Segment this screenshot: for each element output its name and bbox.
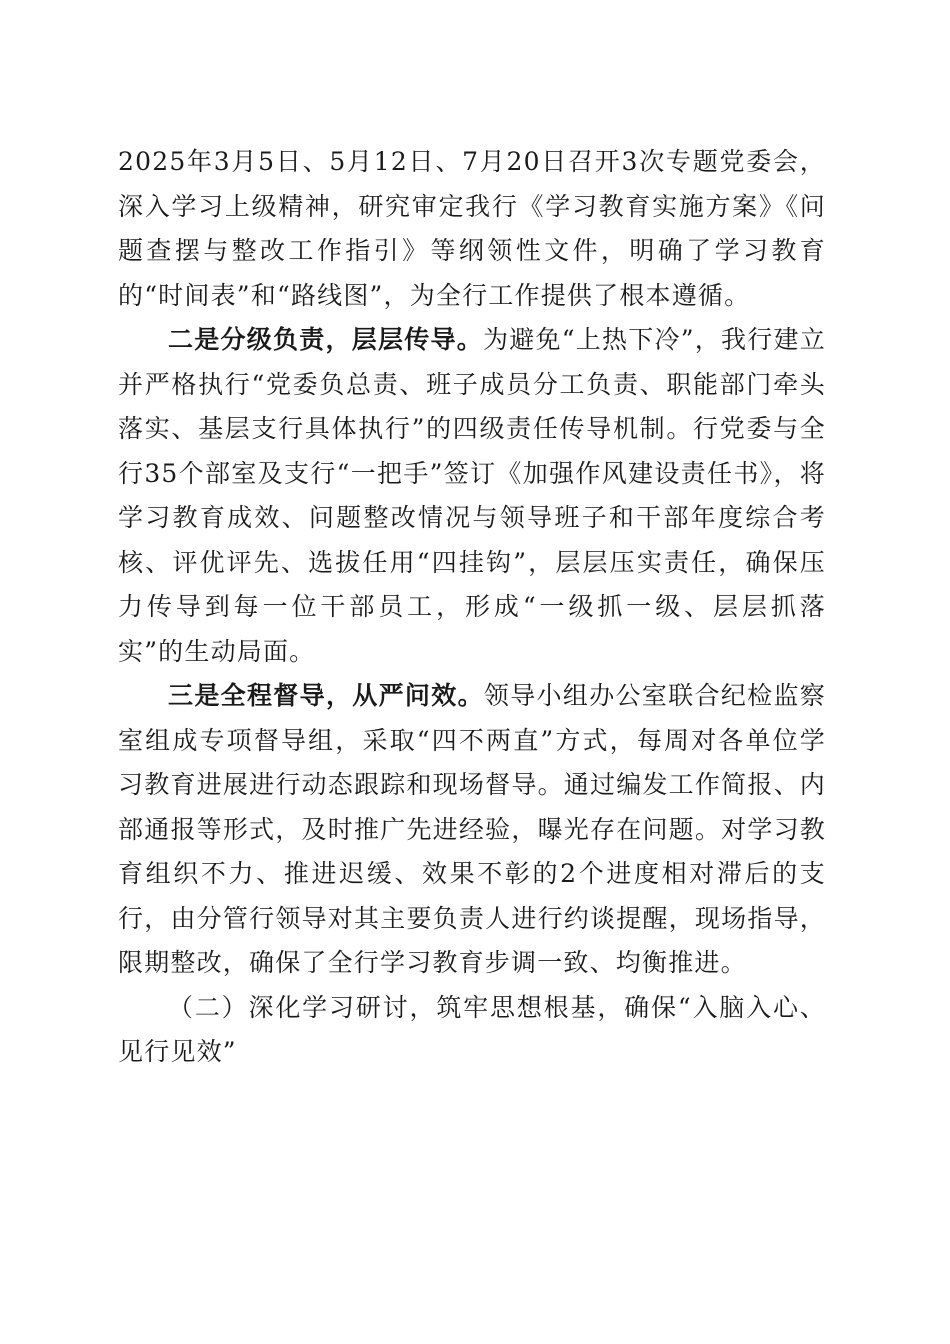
paragraph-meeting-summary (118, 140, 826, 318)
paragraph-graded-responsibility (118, 318, 826, 674)
paragraph-text: 领导小组办公室联合纪检监察室组成专项督导组，采取“四不两直”方式，每周对各单位学习教育进展进行动态跟踪和现场督导。通过编发工作简报、内部通报等形式，及时推广先进经验，曝光存在问题。对学习教育组织不力、推进迟缓、效果不彰的2个进度相对滞后的支行，由分管行领导对其主要负责人进行约谈提醒，现场指导，限期整改，确保了全行学习教育步调一致、均衡推进。 (118, 681, 826, 977)
paragraph-lead: 二是分级负责，层层传导。 (168, 325, 483, 354)
paragraph-supervision (118, 674, 826, 986)
section-heading (118, 986, 826, 1075)
paragraph-lead: 三是全程督导，从严问效。 (168, 681, 484, 710)
heading-text: （二）深化学习研讨，筑牢思想根基，确保“入脑入心、见行见效” (118, 992, 826, 1066)
paragraph-text: 2025年3月5日、5月12日、7月20日召开3次专题党委会，深入学习上级精神，研究审定我行《学习教育实施方案》《问题查摆与整改工作指引》等纲领性文件，明确了学习教育的“时间表”和“路线图”，为全行工作提供了根本遵循。 (118, 147, 826, 310)
document-body (118, 140, 826, 1075)
paragraph-text: 为避免“上热下冷”，我行建立并严格执行“党委负总责、班子成员分工负责、职能部门牵头落实、基层支行具体执行”的四级责任传导机制。行党委与全行35个部室及支行“一把手”签订《加强作风建设责任书》，将学习教育成效、问题整改情况与领导班子和干部年度综合考核、评优评先、选拔任用“四挂钩”，层层压实责任，确保压力传导到每一位干部员工，形成“一级抓一级、层层抓落实”的生动局面。 (118, 325, 826, 666)
